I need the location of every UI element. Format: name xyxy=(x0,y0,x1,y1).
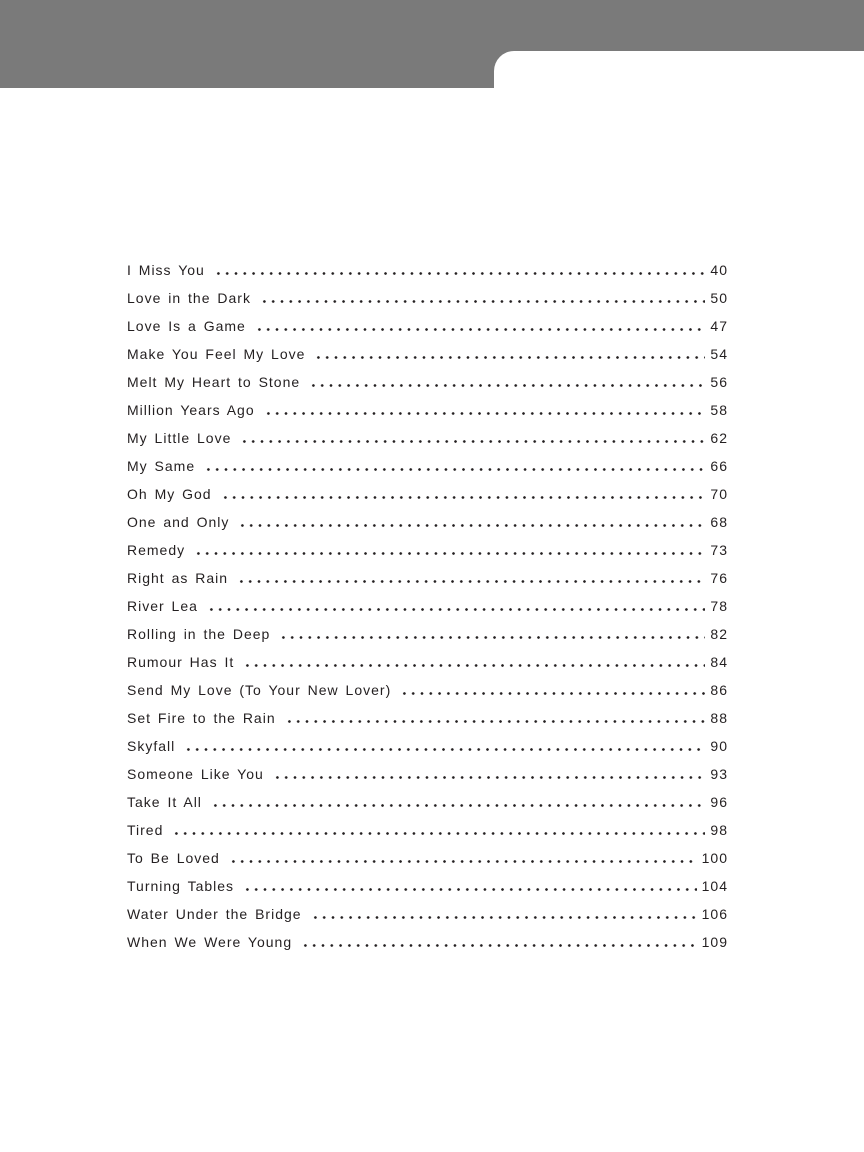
toc-leader-dots xyxy=(172,831,705,836)
toc-row xyxy=(127,396,728,424)
toc-row xyxy=(127,732,728,760)
toc-page-number: 47 xyxy=(710,318,728,334)
toc-leader-dots xyxy=(260,299,705,304)
toc-page-number: 98 xyxy=(710,822,728,838)
toc-title: Take It All xyxy=(127,794,202,810)
toc-row xyxy=(127,928,728,956)
toc-page-number: 82 xyxy=(710,626,728,642)
toc-page-number: 66 xyxy=(710,458,728,474)
toc-row xyxy=(127,564,728,592)
toc-row xyxy=(127,788,728,816)
toc-page-number: 100 xyxy=(701,850,728,866)
toc-title: When We Were Young xyxy=(127,934,293,950)
toc-row xyxy=(127,480,728,508)
toc-page-number: 88 xyxy=(710,710,728,726)
toc-title: River Lea xyxy=(127,598,198,614)
toc-row xyxy=(127,760,728,788)
toc-page-number: 54 xyxy=(710,346,728,362)
toc-leader-dots xyxy=(194,551,705,556)
toc-row xyxy=(127,284,728,312)
toc-row xyxy=(127,648,728,676)
toc-row xyxy=(127,424,728,452)
toc-leader-dots xyxy=(243,887,697,892)
toc-leader-dots xyxy=(309,383,705,388)
toc-title: Rumour Has It xyxy=(127,654,235,670)
toc-title: My Little Love xyxy=(127,430,232,446)
toc-leader-dots xyxy=(229,859,697,864)
toc-leader-dots xyxy=(264,411,706,416)
toc-title: Rolling in the Deep xyxy=(127,626,271,642)
toc-title: Someone Like You xyxy=(127,766,264,782)
toc-page-number: 56 xyxy=(710,374,728,390)
toc-title: Tired xyxy=(127,822,164,838)
toc-page-number: 62 xyxy=(710,430,728,446)
toc-row xyxy=(127,816,728,844)
header-band xyxy=(0,0,864,88)
toc-row xyxy=(127,340,728,368)
toc-page-number: 84 xyxy=(710,654,728,670)
toc-title: Water Under the Bridge xyxy=(127,906,302,922)
toc-title: Turning Tables xyxy=(127,878,235,894)
toc-leader-dots xyxy=(238,523,705,528)
toc-title: Send My Love (To Your New Lover) xyxy=(127,682,392,698)
toc-row xyxy=(127,312,728,340)
toc-title: Set Fire to the Rain xyxy=(127,710,276,726)
toc-row xyxy=(127,508,728,536)
toc-page-number: 106 xyxy=(701,906,728,922)
toc-leader-dots xyxy=(207,607,706,612)
toc-row xyxy=(127,592,728,620)
toc-title: Skyfall xyxy=(127,738,176,754)
toc-page-number: 86 xyxy=(710,682,728,698)
toc-row xyxy=(127,844,728,872)
toc-list xyxy=(127,256,728,956)
toc-leader-dots xyxy=(255,327,706,332)
toc-page-number: 96 xyxy=(710,794,728,810)
toc-leader-dots xyxy=(279,635,705,640)
toc-title: Melt My Heart to Stone xyxy=(127,374,301,390)
toc-row xyxy=(127,704,728,732)
toc-leader-dots xyxy=(301,943,697,948)
toc-page-number: 70 xyxy=(710,486,728,502)
toc-title: To Be Loved xyxy=(127,850,220,866)
toc-title: My Same xyxy=(127,458,196,474)
toc-leader-dots xyxy=(184,747,705,752)
toc-row xyxy=(127,452,728,480)
toc-leader-dots xyxy=(214,271,706,276)
toc-page-number: 78 xyxy=(710,598,728,614)
toc-row xyxy=(127,536,728,564)
toc-row xyxy=(127,676,728,704)
toc-page-number: 109 xyxy=(701,934,728,950)
toc-page-number: 90 xyxy=(710,738,728,754)
toc-row xyxy=(127,900,728,928)
toc-leader-dots xyxy=(285,719,706,724)
toc-leader-dots xyxy=(237,579,705,584)
toc-title: Oh My God xyxy=(127,486,212,502)
toc-page-number: 50 xyxy=(710,290,728,306)
toc-page-number: 93 xyxy=(710,766,728,782)
toc-title: Love in the Dark xyxy=(127,290,251,306)
toc-row xyxy=(127,368,728,396)
toc-leader-dots xyxy=(273,775,706,780)
toc-row xyxy=(127,872,728,900)
toc-page-number: 76 xyxy=(710,570,728,586)
toc-leader-dots xyxy=(221,495,706,500)
toc-title: I Miss You xyxy=(127,262,205,278)
page-notch xyxy=(494,51,864,88)
toc-leader-dots xyxy=(240,439,705,444)
toc-leader-dots xyxy=(211,803,706,808)
toc-leader-dots xyxy=(400,691,705,696)
toc-leader-dots xyxy=(204,467,705,472)
toc-row xyxy=(127,256,728,284)
toc-page-number: 58 xyxy=(710,402,728,418)
toc-leader-dots xyxy=(311,915,697,920)
toc-page-number: 73 xyxy=(710,542,728,558)
toc-title: Love Is a Game xyxy=(127,318,246,334)
toc-title: Right as Rain xyxy=(127,570,229,586)
toc-row xyxy=(127,620,728,648)
toc-page-number: 68 xyxy=(710,514,728,530)
toc-title: Make You Feel My Love xyxy=(127,346,306,362)
toc-leader-dots xyxy=(314,355,705,360)
toc-page-number: 104 xyxy=(701,878,728,894)
toc-page-number: 40 xyxy=(710,262,728,278)
toc-title: Remedy xyxy=(127,542,186,558)
toc-title: Million Years Ago xyxy=(127,402,255,418)
toc-leader-dots xyxy=(243,663,705,668)
toc-title: One and Only xyxy=(127,514,230,530)
